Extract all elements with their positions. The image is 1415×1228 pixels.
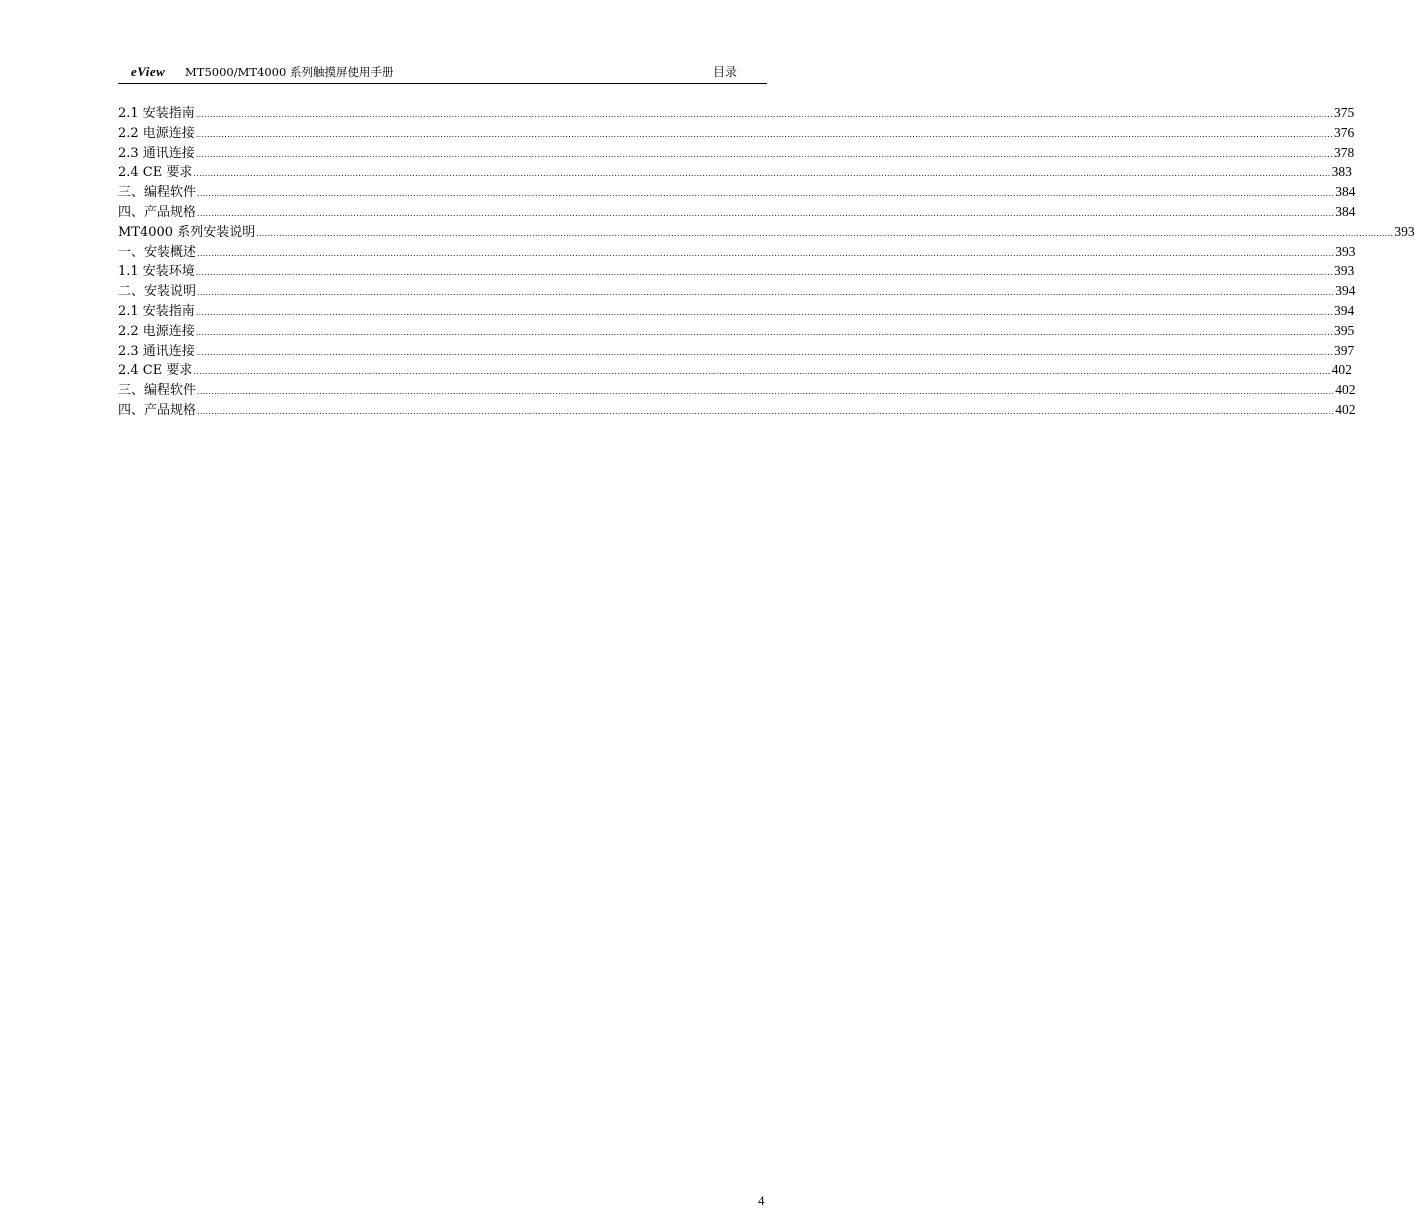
- toc-entry[interactable]: [118, 301, 1355, 321]
- toc-entry-label: 四、产品规格: [118, 204, 197, 220]
- toc-dot-leader: ................................................................................................................................................................................................................................................................................................................................................................................................................: [195, 149, 1333, 159]
- toc-dot-leader: ................................................................................................................................................................................................................................................................................................................................................................................................................: [193, 367, 1331, 377]
- toc-entry[interactable]: [118, 321, 1355, 341]
- toc-entry-page: 395: [1334, 322, 1355, 338]
- section-name: 目录: [712, 65, 737, 79]
- toc-entry[interactable]: [118, 202, 1356, 222]
- toc-entry-label: 2.3 通讯连接: [118, 145, 195, 161]
- toc-entry[interactable]: [118, 222, 1415, 242]
- toc-entry[interactable]: [118, 123, 1355, 143]
- manual-title: MT5000/MT4000 系列触摸屏使用手册: [185, 65, 394, 79]
- toc-dot-leader: ................................................................................................................................................................................................................................................................................................................................................................................................................: [195, 327, 1333, 337]
- toc-entry-page: 402: [1335, 382, 1356, 398]
- toc-entry[interactable]: [118, 242, 1356, 262]
- toc-dot-leader: ................................................................................................................................................................................................................................................................................................................................................................................................................: [195, 347, 1333, 357]
- toc-entry-label: 1.1 安装环境: [118, 264, 195, 280]
- toc-dot-leader: ................................................................................................................................................................................................................................................................................................................................................................................................................: [197, 208, 1335, 218]
- toc-entry-page: 384: [1335, 203, 1356, 219]
- toc-entry-page: 394: [1334, 302, 1355, 318]
- toc-entry-page: 393: [1335, 243, 1356, 259]
- toc-entry-label: 2.4 CE 要求: [118, 165, 193, 181]
- toc-dot-leader: ................................................................................................................................................................................................................................................................................................................................................................................................................: [195, 268, 1333, 278]
- toc-entry[interactable]: [118, 182, 1356, 202]
- toc-dot-leader: ................................................................................................................................................................................................................................................................................................................................................................................................................: [197, 189, 1335, 199]
- toc-dot-leader: ................................................................................................................................................................................................................................................................................................................................................................................................................: [256, 228, 1394, 238]
- toc-dot-leader: ................................................................................................................................................................................................................................................................................................................................................................................................................: [197, 387, 1335, 397]
- toc-entry-label: 一、安装概述: [118, 244, 197, 260]
- toc-entry-label: 2.3 通讯连接: [118, 343, 195, 359]
- toc-entry[interactable]: [118, 341, 1355, 361]
- toc-entry-page: 402: [1335, 401, 1356, 417]
- toc-entry-label: 2.2 电源连接: [118, 125, 195, 141]
- toc-entry-label: 2.2 电源连接: [118, 323, 195, 339]
- toc-entry[interactable]: [118, 400, 1356, 420]
- toc-entry-label: 2.1 安装指南: [118, 106, 195, 121]
- toc-entry[interactable]: [118, 281, 1356, 301]
- toc-entry[interactable]: [118, 162, 1352, 182]
- toc-dot-leader: ................................................................................................................................................................................................................................................................................................................................................................................................................: [197, 288, 1335, 298]
- toc-entry[interactable]: [118, 360, 1352, 380]
- toc-entry-page: 376: [1334, 124, 1355, 140]
- toc-entry[interactable]: [118, 143, 1355, 163]
- toc-entry-page: 375: [1334, 105, 1355, 120]
- toc-entry-page: 384: [1335, 184, 1356, 200]
- toc-dot-leader: ................................................................................................................................................................................................................................................................................................................................................................................................................: [197, 248, 1335, 258]
- toc-entry[interactable]: [118, 380, 1356, 400]
- page-header: [118, 63, 767, 84]
- toc-entry-label: 2.1 安装指南: [118, 303, 195, 319]
- toc-entry-page: 394: [1335, 283, 1356, 299]
- toc-dot-leader: ................................................................................................................................................................................................................................................................................................................................................................................................................: [195, 110, 1333, 119]
- toc-entry-label: 二、安装说明: [118, 284, 197, 300]
- toc-entry-page: 402: [1331, 362, 1352, 378]
- table-of-contents: [118, 103, 1415, 420]
- toc-entry-label: MT4000 系列安装说明: [118, 224, 256, 240]
- toc-entry-page: 393: [1394, 223, 1415, 239]
- toc-entry[interactable]: [118, 261, 1355, 281]
- page-number: 4: [758, 1193, 765, 1208]
- toc-entry-page: 397: [1334, 342, 1355, 358]
- toc-entry-page: 383: [1331, 164, 1352, 180]
- toc-entry-label: 三、编程软件: [118, 185, 197, 201]
- toc-entry-label: 四、产品规格: [118, 402, 197, 418]
- toc-dot-leader: ................................................................................................................................................................................................................................................................................................................................................................................................................: [197, 406, 1335, 416]
- toc-entry-page: 378: [1334, 144, 1355, 160]
- brand-logo-text: eView: [131, 64, 166, 79]
- toc-entry-label: 三、编程软件: [118, 383, 197, 399]
- toc-entry[interactable]: [118, 103, 1355, 123]
- toc-entry-label: 2.4 CE 要求: [118, 363, 193, 379]
- toc-dot-leader: ................................................................................................................................................................................................................................................................................................................................................................................................................: [195, 307, 1333, 317]
- toc-dot-leader: ................................................................................................................................................................................................................................................................................................................................................................................................................: [193, 169, 1331, 179]
- toc-entry-page: 393: [1334, 263, 1355, 279]
- toc-dot-leader: ................................................................................................................................................................................................................................................................................................................................................................................................................: [195, 129, 1333, 139]
